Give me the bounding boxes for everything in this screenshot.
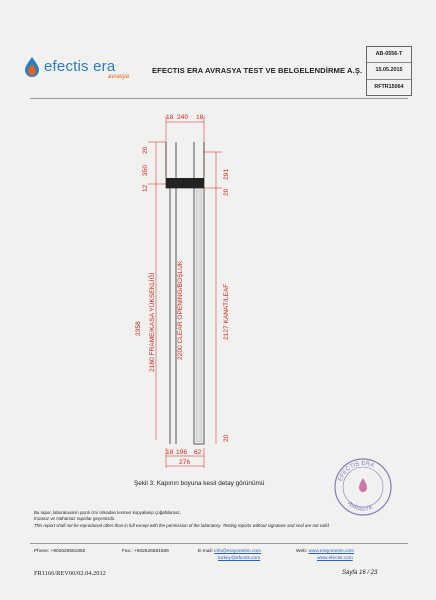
seal-top-text: EFECTIS ERA xyxy=(337,460,375,483)
dim-clear-opening: 2200 CLEAR OPENING/BOŞLUK xyxy=(177,260,184,360)
reference-code: RFTR15064 xyxy=(374,83,404,90)
dim-top-18-right: 18 xyxy=(196,114,204,121)
seal-flame-icon xyxy=(359,478,367,492)
figure-caption: Şekil 3: Kapının boyuna kesit detay görünümü xyxy=(134,480,265,487)
email-label: E-mail: xyxy=(198,549,213,554)
company-logo xyxy=(22,54,142,84)
footer-divider xyxy=(30,543,408,544)
door-leaf-core xyxy=(196,190,202,442)
notice-tr-1: Bu rapor, laboratuvarın yazılı izni olmadan kısmen kopyalanıp çoğaltılamaz. xyxy=(34,510,181,515)
frame-head-block xyxy=(166,178,204,188)
notice-tr-2: İmzasız ve mühürsüz raporlar geçersizdir. xyxy=(34,516,116,522)
phone-number: Phone: +902626581662 xyxy=(34,549,86,554)
form-id: FR1166/REV00/02.04.2012 xyxy=(34,570,106,577)
dim-20-top: 20 xyxy=(142,146,149,154)
notice-en: This report shall not be reproduced other than in full except with the permission of the laboratory. Testing reports without signature and seal are not valid xyxy=(34,522,329,528)
dim-20-bottom: 20 xyxy=(223,434,230,442)
dim-20-mid: 20 xyxy=(223,188,230,196)
dim-bottom-196: 196 xyxy=(176,449,188,456)
header-divider xyxy=(30,98,408,99)
report-number: AB-0556-T xyxy=(367,47,411,63)
flame-drop-icon xyxy=(22,56,42,78)
dim-2358: 2358 xyxy=(135,321,142,336)
web-link-2[interactable]: www.efectis.com xyxy=(317,556,353,562)
report-notice xyxy=(34,510,404,529)
door-section-drawing xyxy=(120,104,260,472)
seal-bottom-text: AVRASYA xyxy=(346,500,374,514)
report-date: 15.05.2015 xyxy=(367,63,411,79)
dim-350: 350 xyxy=(142,164,149,176)
dim-291: 291 xyxy=(223,168,230,180)
dim-12: 12 xyxy=(142,184,149,192)
svg-text:EFECTIS ERA xyxy=(338,461,375,482)
dim-frame-height: 2180 FRAME/KASA YÜKSEKLİĞİ xyxy=(149,272,156,372)
email-link-2[interactable]: turkey@efectis.com xyxy=(218,556,261,562)
dim-leaf-height: 2127 KANAT/LEAF xyxy=(223,283,230,340)
frame-head-inner xyxy=(176,142,194,180)
dim-bottom-276: 276 xyxy=(179,459,191,466)
dim-bottom-18: 18 xyxy=(166,449,174,456)
web-link-1[interactable]: www.erayonetim.com xyxy=(308,549,355,554)
dim-bottom-62: 62 xyxy=(194,449,202,456)
dim-top-240: 240 xyxy=(177,114,189,121)
company-seal xyxy=(332,456,394,518)
dim-top-18-left: 18 xyxy=(166,114,174,121)
fax-number: Fax.: +902626581669 xyxy=(122,549,169,554)
page-number: Sayfa 16 / 23 xyxy=(342,570,378,576)
web-label: Web: xyxy=(296,549,308,554)
email-block xyxy=(198,548,261,563)
web-block xyxy=(296,548,354,563)
email-link-1[interactable]: info@erayonetim.com xyxy=(214,549,262,554)
company-name: EFECTIS ERA AVRASYA TEST VE BELGELENDİRME A.Ş. xyxy=(152,66,363,75)
reference-box xyxy=(366,46,412,96)
logo-subtitle: avrasya xyxy=(108,74,130,80)
logo-name: efectis era xyxy=(44,58,116,75)
